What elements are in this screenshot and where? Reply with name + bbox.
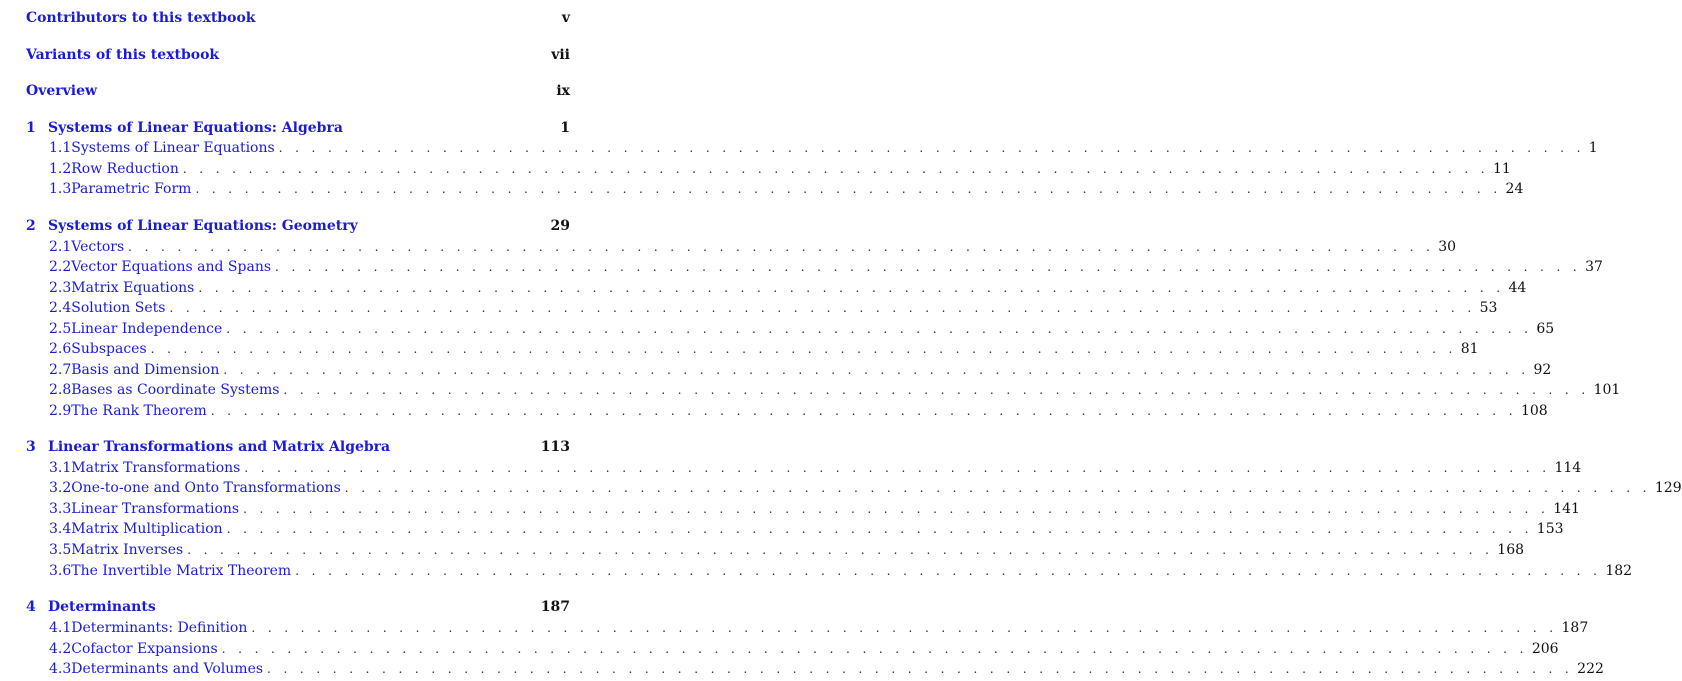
- chapter-title[interactable]: Determinants: [48, 599, 156, 615]
- section-number: 2.3: [49, 280, 72, 296]
- section-number: 1.1: [49, 140, 72, 156]
- toc-section-2-4[interactable]: [49, 300, 1498, 316]
- section-page: 65: [1536, 321, 1555, 337]
- toc-section-2-7[interactable]: [49, 362, 1552, 378]
- dot-leader: . . . . . . . . . . . . . . . . . . . . . . . . . . . . . . . . . . . . . . . . . . . . . . . . . . . . . . . . . . . . . . . . . . . . . . . . . . . . . . . .: [210, 404, 1517, 418]
- section-title[interactable]: Linear Transformations: [71, 501, 240, 517]
- toc-section-3-4[interactable]: [49, 521, 1564, 537]
- dot-leader: . . . . . . . . . . . . . . . . . . . . . . . . . . . . . . . . . . . . . . . . . . . . . . . . . . . . . . . . . . . . . . . . . . . . . . . . . . . . . . . .: [283, 383, 1590, 397]
- section-number: 2.8: [49, 382, 72, 398]
- chapter-page: 113: [540, 439, 570, 455]
- toc-section-3-6[interactable]: [49, 563, 1633, 579]
- section-page: 141: [1553, 501, 1580, 517]
- section-page: 129: [1654, 480, 1682, 496]
- section-title[interactable]: Subspaces: [71, 341, 147, 357]
- section-number: 1.3: [49, 181, 72, 197]
- dot-leader: . . . . . . . . . . . . . . . . . . . . . . . . . . . . . . . . . . . . . . . . . . . . . . . . . . . . . . . . . . . . . . . . . . . . . . . . . . . . . . . .: [128, 240, 1435, 254]
- section-number: 2.4: [49, 300, 72, 316]
- toc-section-1-1[interactable]: [49, 140, 1598, 156]
- toc-chapter-3[interactable]: [26, 439, 570, 455]
- section-number: 3.5: [49, 542, 72, 558]
- section-page: 37: [1585, 259, 1603, 275]
- section-page: 222: [1577, 661, 1604, 677]
- chapter-number: 1: [26, 120, 36, 136]
- chapter-page: 29: [550, 218, 570, 234]
- dot-leader: . . . . . . . . . . . . . . . . . . . . . . . . . . . . . . . . . . . . . . . . . . . . . . . . . . . . . . . . . . . . . . . . . . . . . . . . . . . . . . . .: [221, 642, 1528, 656]
- section-page: 92: [1533, 362, 1552, 378]
- toc-section-2-3[interactable]: [49, 280, 1527, 296]
- section-number: 2.2: [49, 259, 72, 275]
- section-title[interactable]: Matrix Equations: [71, 280, 195, 296]
- section-title[interactable]: Determinants and Volumes: [71, 661, 264, 677]
- toc-section-2-8[interactable]: [49, 382, 1621, 398]
- toc-entry-page: ix: [556, 83, 570, 99]
- toc-entry-title[interactable]: Contributors to this textbook: [26, 10, 256, 26]
- section-title[interactable]: Basis and Dimension: [71, 362, 220, 378]
- dot-leader: . . . . . . . . . . . . . . . . . . . . . . . . . . . . . . . . . . . . . . . . . . . . . . . . . . . . . . . . . . . . . . . . . . . . . . . . . . . . . . . .: [195, 182, 1502, 196]
- chapter-title[interactable]: Linear Transformations and Matrix Algebra: [48, 439, 391, 455]
- dot-leader: . . . . . . . . . . . . . . . . . . . . . . . . . . . . . . . . . . . . . . . . . . . . . . . . . . . . . . . . . . . . . . . . . . . . . . . . . . . . . . . .: [187, 543, 1494, 557]
- toc-entry-title[interactable]: Variants of this textbook: [26, 47, 220, 63]
- section-title[interactable]: Vector Equations and Spans: [71, 259, 272, 275]
- section-title[interactable]: Parametric Form: [71, 181, 192, 197]
- section-number: 1.2: [49, 161, 72, 177]
- toc-section-4-3[interactable]: [49, 661, 1604, 677]
- section-page: 44: [1508, 280, 1527, 296]
- toc-section-1-3[interactable]: [49, 181, 1524, 197]
- dot-leader: . . . . . . . . . . . . . . . . . . . . . . . . . . . . . . . . . . . . . . . . . . . . . . . . . . . . . . . . . . . . . . . . . . . . . . . . . . . . . . . .: [243, 502, 1550, 516]
- section-page: 153: [1536, 521, 1564, 537]
- section-number: 3.6: [49, 563, 72, 579]
- toc-section-2-6[interactable]: [49, 341, 1479, 357]
- dot-leader: . . . . . . . . . . . . . . . . . . . . . . . . . . . . . . . . . . . . . . . . . . . . . . . . . . . . . . . . . . . . . . . . . . . . . . . . . . . . . . . .: [275, 260, 1582, 274]
- toc-section-2-2[interactable]: [49, 259, 1603, 275]
- dot-leader: . . . . . . . . . . . . . . . . . . . . . . . . . . . . . . . . . . . . . . . . . . . . . . . . . . . . . . . . . . . . . . . . . . . . . . . . . . . . . . . .: [169, 301, 1476, 315]
- chapter-number: 4: [26, 599, 36, 615]
- toc-chapter-4[interactable]: [26, 599, 570, 615]
- section-number: 2.7: [49, 362, 72, 378]
- toc-section-3-3[interactable]: [49, 501, 1580, 517]
- section-title[interactable]: The Invertible Matrix Theorem: [71, 563, 292, 579]
- section-number: 4.2: [49, 641, 72, 657]
- chapter-page: 187: [540, 599, 570, 615]
- dot-leader: . . . . . . . . . . . . . . . . . . . . . . . . . . . . . . . . . . . . . . . . . . . . . . . . . . . . . . . . . . . . . . . . . . . . . . . . . . . . . . . .: [182, 162, 1489, 176]
- toc-section-4-2[interactable]: [49, 641, 1559, 657]
- dot-leader: . . . . . . . . . . . . . . . . . . . . . . . . . . . . . . . . . . . . . . . . . . . . . . . . . . . . . . . . . . . . . . . . . . . . . . . . . . . . . . . .: [344, 481, 1651, 495]
- toc-section-2-9[interactable]: [49, 403, 1548, 419]
- section-number: 4.3: [49, 661, 72, 677]
- dot-leader: . . . . . . . . . . . . . . . . . . . . . . . . . . . . . . . . . . . . . . . . . . . . . . . . . . . . . . . . . . . . . . . . . . . . . . . . . . . . . . . .: [198, 281, 1505, 295]
- section-page: 30: [1438, 239, 1457, 255]
- section-page: 1: [1588, 140, 1598, 156]
- toc-section-2-5[interactable]: [49, 321, 1555, 337]
- section-title[interactable]: Bases as Coordinate Systems: [71, 382, 280, 398]
- section-title[interactable]: One-to-one and Onto Transformations: [71, 480, 341, 496]
- toc-section-2-1[interactable]: [49, 239, 1457, 255]
- section-page: 168: [1497, 542, 1525, 558]
- section-number: 4.1: [49, 620, 72, 636]
- section-number: 2.5: [49, 321, 72, 337]
- section-title[interactable]: Row Reduction: [71, 161, 179, 177]
- chapter-number: 3: [26, 439, 36, 455]
- toc-chapter-1[interactable]: [26, 120, 570, 136]
- dot-leader: . . . . . . . . . . . . . . . . . . . . . . . . . . . . . . . . . . . . . . . . . . . . . . . . . . . . . . . . . . . . . . . . . . . . . . . . . . . . . . . .: [295, 564, 1602, 578]
- toc-entry-contributors[interactable]: [26, 10, 570, 26]
- section-title[interactable]: Vectors: [71, 239, 125, 255]
- section-page: 108: [1520, 403, 1548, 419]
- section-page: 53: [1479, 300, 1498, 316]
- dot-leader: . . . . . . . . . . . . . . . . . . . . . . . . . . . . . . . . . . . . . . . . . . . . . . . . . . . . . . . . . . . . . . . . . . . . . . . . . . . . . . . .: [267, 662, 1574, 676]
- section-title[interactable]: Cofactor Expansions: [71, 641, 218, 657]
- dot-leader: . . . . . . . . . . . . . . . . . . . . . . . . . . . . . . . . . . . . . . . . . . . . . . . . . . . . . . . . . . . . . . . . . . . . . . . . . . . . . . . .: [226, 322, 1533, 336]
- section-page: 206: [1531, 641, 1559, 657]
- section-title[interactable]: Matrix Multiplication: [71, 521, 223, 537]
- dot-leader: . . . . . . . . . . . . . . . . . . . . . . . . . . . . . . . . . . . . . . . . . . . . . . . . . . . . . . . . . . . . . . . . . . . . . . . . . . . . . . . .: [150, 342, 1457, 356]
- section-title[interactable]: Systems of Linear Equations: [71, 140, 275, 156]
- section-page: 182: [1605, 563, 1633, 579]
- section-number: 2.6: [49, 341, 72, 357]
- dot-leader: . . . . . . . . . . . . . . . . . . . . . . . . . . . . . . . . . . . . . . . . . . . . . . . . . . . . . . . . . . . . . . . . . . . . . . . . . . . . . . . .: [244, 461, 1551, 475]
- toc-entry-page: vii: [551, 47, 570, 63]
- toc-section-4-1[interactable]: [49, 620, 1589, 636]
- section-number: 3.3: [49, 501, 72, 517]
- section-number: 2.9: [49, 403, 72, 419]
- toc-section-3-2[interactable]: [49, 480, 1682, 496]
- section-title[interactable]: Matrix Transformations: [71, 460, 241, 476]
- section-number: 3.4: [49, 521, 72, 537]
- dot-leader: . . . . . . . . . . . . . . . . . . . . . . . . . . . . . . . . . . . . . . . . . . . . . . . . . . . . . . . . . . . . . . . . . . . . . . . . . . . . . . . .: [251, 621, 1558, 635]
- section-title[interactable]: Matrix Inverses: [71, 542, 184, 558]
- section-page: 101: [1593, 382, 1621, 398]
- section-number: 3.1: [49, 460, 72, 476]
- toc-entry-variants[interactable]: [26, 47, 570, 63]
- dot-leader: . . . . . . . . . . . . . . . . . . . . . . . . . . . . . . . . . . . . . . . . . . . . . . . . . . . . . . . . . . . . . . . . . . . . . . . . . . . . . . . .: [226, 522, 1533, 536]
- toc-section-1-2[interactable]: [49, 161, 1511, 177]
- section-title[interactable]: The Rank Theorem: [71, 403, 207, 419]
- toc-entry-overview[interactable]: [26, 83, 570, 99]
- section-number: 2.1: [49, 239, 72, 255]
- toc-section-3-1[interactable]: [49, 460, 1582, 476]
- toc-chapter-2[interactable]: [26, 218, 570, 234]
- section-page: 81: [1460, 341, 1479, 357]
- section-page: 11: [1492, 161, 1511, 177]
- chapter-title[interactable]: Systems of Linear Equations: Geometry: [48, 218, 358, 234]
- section-page: 187: [1561, 620, 1589, 636]
- section-page: 114: [1554, 460, 1582, 476]
- chapter-title[interactable]: Systems of Linear Equations: Algebra: [48, 120, 343, 136]
- section-title[interactable]: Determinants: Definition: [71, 620, 248, 636]
- section-page: 24: [1505, 181, 1524, 197]
- chapter-number: 2: [26, 218, 36, 234]
- chapter-page: 1: [560, 120, 570, 136]
- toc-entry-page: v: [561, 10, 570, 26]
- section-title[interactable]: Linear Independence: [71, 321, 223, 337]
- section-number: 3.2: [49, 480, 72, 496]
- dot-leader: . . . . . . . . . . . . . . . . . . . . . . . . . . . . . . . . . . . . . . . . . . . . . . . . . . . . . . . . . . . . . . . . . . . . . . . . . . . . . . . .: [278, 141, 1585, 155]
- dot-leader: . . . . . . . . . . . . . . . . . . . . . . . . . . . . . . . . . . . . . . . . . . . . . . . . . . . . . . . . . . . . . . . . . . . . . . . . . . . . . . . .: [223, 363, 1530, 377]
- toc-section-3-5[interactable]: [49, 542, 1525, 558]
- toc-entry-title[interactable]: Overview: [26, 83, 98, 99]
- section-title[interactable]: Solution Sets: [71, 300, 166, 316]
